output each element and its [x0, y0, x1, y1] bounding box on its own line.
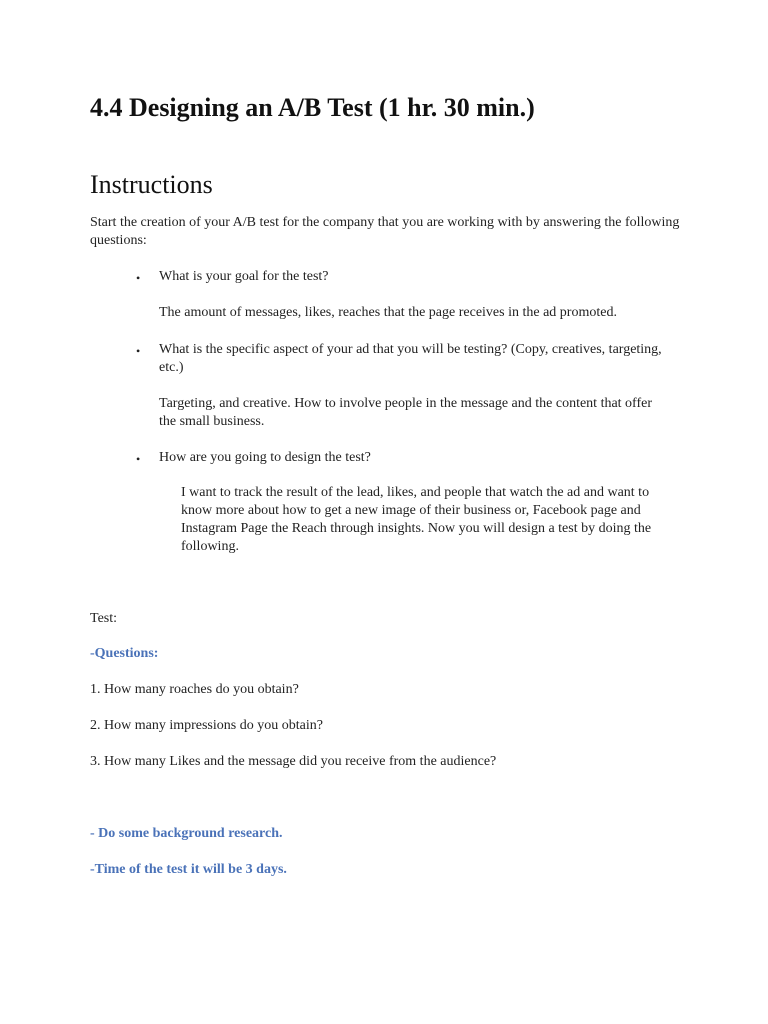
test-label: Test:	[90, 611, 118, 626]
questions-label: -Questions:	[90, 646, 159, 661]
bullet-answer: The amount of messages, likes, reaches that the page receives in the ad promoted.	[159, 305, 617, 320]
bullet-question: What is your goal for the test?	[159, 269, 329, 284]
duration-note: -Time of the test it will be 3 days.	[90, 862, 287, 877]
bullet-answer: I want to track the result of the lead, likes, and people that watch the ad and want to know more about how to get a new image of their business or, Facebook page and Instagram Page the Reach through insights. Now you will design a test by doing the following.	[181, 485, 652, 554]
bullet-question: What is the specific aspect of your ad that you will be testing? (Copy, creatives, targeting, etc.)	[159, 342, 662, 375]
intro-paragraph: Start the creation of your A/B test for the company that you are working with by answering the following questions:	[90, 215, 680, 248]
page-title: 4.4 Designing an A/B Test (1 hr. 30 min.)	[90, 93, 535, 122]
bullet-question: How are you going to design the test?	[159, 450, 371, 465]
section-heading: Instructions	[90, 170, 213, 199]
bullet-icon: •	[136, 271, 141, 285]
numbered-question: 1. How many roaches do you obtain?	[90, 682, 299, 697]
numbered-question: 3. How many Likes and the message did you receive from the audience?	[90, 754, 497, 769]
bullet-icon: •	[136, 452, 141, 466]
research-note: - Do some background research.	[90, 826, 283, 841]
bullet-icon: •	[136, 344, 141, 358]
bullet-answer: Targeting, and creative. How to involve people in the message and the content that offer the small business.	[159, 396, 653, 429]
numbered-question: 2. How many impressions do you obtain?	[90, 718, 323, 733]
